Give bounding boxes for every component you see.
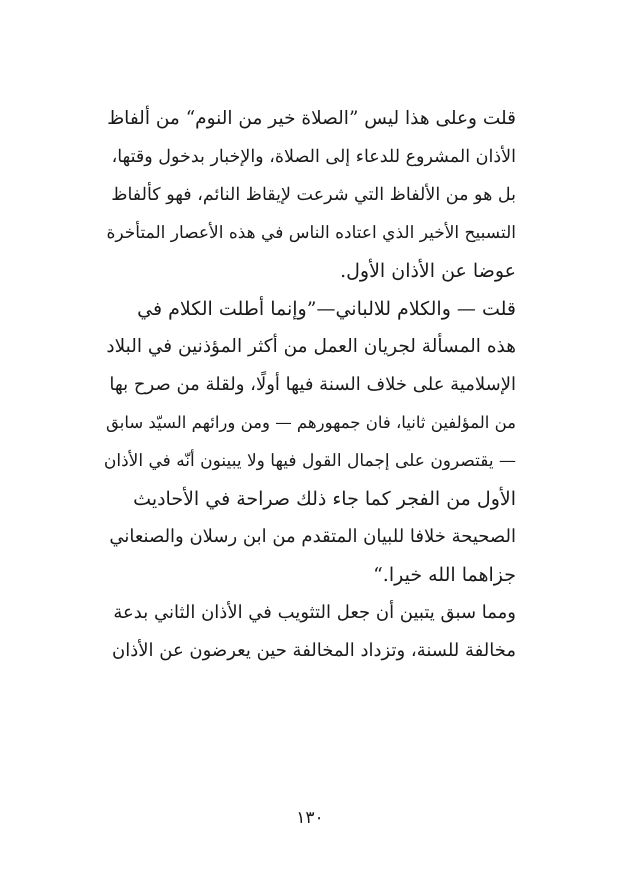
text-line: جزاهما الله خيرا.“ — [373, 564, 516, 586]
text-line: الصحيحة خلافا للبيان المتقدم من ابن رسلان والصنعاني — [109, 526, 516, 547]
text-line: عوضا عن الأذان الأول. — [340, 260, 516, 282]
text-line: مخالفة للسنة، وتزداد المخالفة حين يعرضون عن الأذان — [112, 640, 516, 661]
text-line: — يقتصرون على إجمال القول فيها ولا يبينون أنّه في الأذان — [103, 451, 516, 471]
text-line: من المؤلفين ثانيا، فان جمهورهم — ومن ورائهم السيّد سابق — [105, 413, 516, 432]
text-line: الأذان المشروع للدعاء إلى الصلاة، والإخبار بدخول وقتها، — [111, 147, 516, 167]
text-line: الإسلامية على خلاف السنة فيها أولًا، ولقلة من صرح بها — [109, 374, 516, 395]
text-line: هذه المسألة لجريان العمل من أكثر المؤذنين في البلاد — [106, 336, 516, 357]
text-line: قلت وعلى هذا ليس ”الصلاة خير من النوم“ من ألفاظ — [107, 108, 516, 129]
page-number: ١٣٠ — [296, 808, 324, 828]
text-line: بل هو من الألفاظ التي شرعت لإيقاظ النائم، فهو كألفاظ — [111, 185, 516, 205]
text-line: قلت — والكلام للالباني—”وإنما أطلت الكلام في — [137, 298, 516, 320]
text-line: ومما سبق يتبين أن جعل التثويب في الأذان الثاني بدعة — [113, 602, 516, 623]
body-text — [104, 100, 516, 670]
text-line: الأول من الفجر كما جاء ذلك صراحة في الأحاديث — [133, 488, 516, 510]
text-line: التسبيح الأخير الذي اعتاده الناس في هذه الأعصار المتأخرة — [106, 223, 516, 243]
